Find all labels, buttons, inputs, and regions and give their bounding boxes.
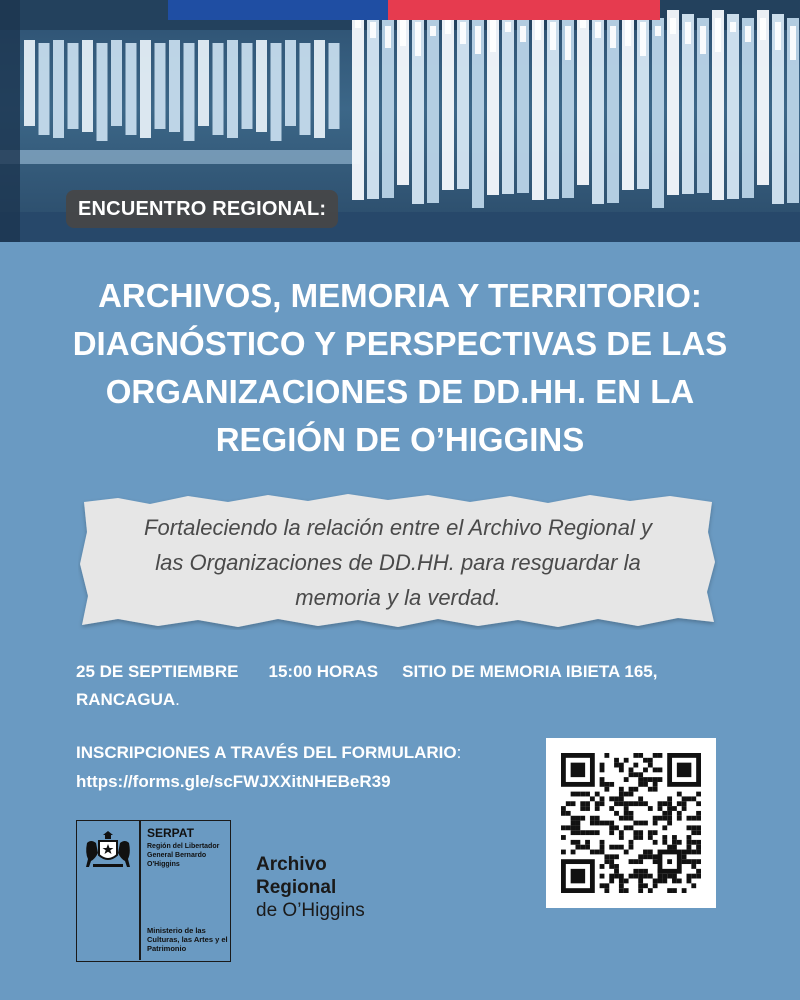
event-city: RANCAGUA [76, 690, 176, 709]
event-place: SITIO DE MEMORIA IBIETA 165, [402, 662, 658, 681]
archivo-line: de O’Higgins [256, 900, 365, 921]
registration-colon: : [456, 743, 462, 762]
archivo-line: Archivo [256, 854, 327, 875]
flag-stripe-blue [168, 0, 388, 20]
event-details [76, 658, 756, 714]
subtitle-line: memoria y la verdad. [295, 585, 501, 610]
subtitle-text [78, 510, 718, 615]
archivo-line: Regional [256, 877, 337, 898]
torn-paper-subtitle [78, 492, 718, 630]
page-title [40, 272, 760, 464]
logo-divider [139, 821, 141, 960]
flag-stripe-red [388, 0, 660, 20]
serpat-logo [76, 820, 231, 962]
title-line: ORGANIZACIONES DE DD.HH. EN LA [105, 373, 695, 410]
chile-coat-of-arms-icon [83, 829, 133, 871]
registration-info [76, 738, 536, 796]
registration-link[interactable]: https://forms.gle/scFWJXXitNHEBeR39 [76, 772, 391, 791]
event-type-tag: ENCUENTRO REGIONAL: [66, 190, 338, 228]
qr-code-icon [561, 753, 701, 893]
subtitle-line: las Organizaciones de DD.HH. para resguardar la [155, 550, 641, 575]
title-line: REGIÓN DE O’HIGGINS [215, 421, 585, 458]
subtitle-line: Fortaleciendo la relación entre el Archivo Regional y [144, 515, 652, 540]
title-line: ARCHIVOS, MEMORIA Y TERRITORIO: [98, 277, 702, 314]
event-time: 15:00 HORAS [268, 662, 379, 681]
archivo-regional-logo [256, 853, 365, 922]
title-line: DIAGNÓSTICO Y PERSPECTIVAS DE LAS [72, 325, 728, 362]
serpat-region: Región del Libertador General Bernardo O'Higgins [147, 843, 220, 868]
event-date: 25 DE SEPTIEMBRE [76, 662, 239, 681]
event-city-period: . [175, 690, 180, 709]
registration-label: INSCRIPCIONES A TRAVÉS DEL FORMULARIO [76, 743, 457, 762]
serpat-title: SERPAT [147, 826, 194, 840]
serpat-ministry: Ministerio de las Culturas, las Artes y el Patrimonio [147, 926, 228, 953]
archive-shelves-photo [0, 0, 800, 242]
registration-qr-code[interactable] [546, 738, 716, 908]
